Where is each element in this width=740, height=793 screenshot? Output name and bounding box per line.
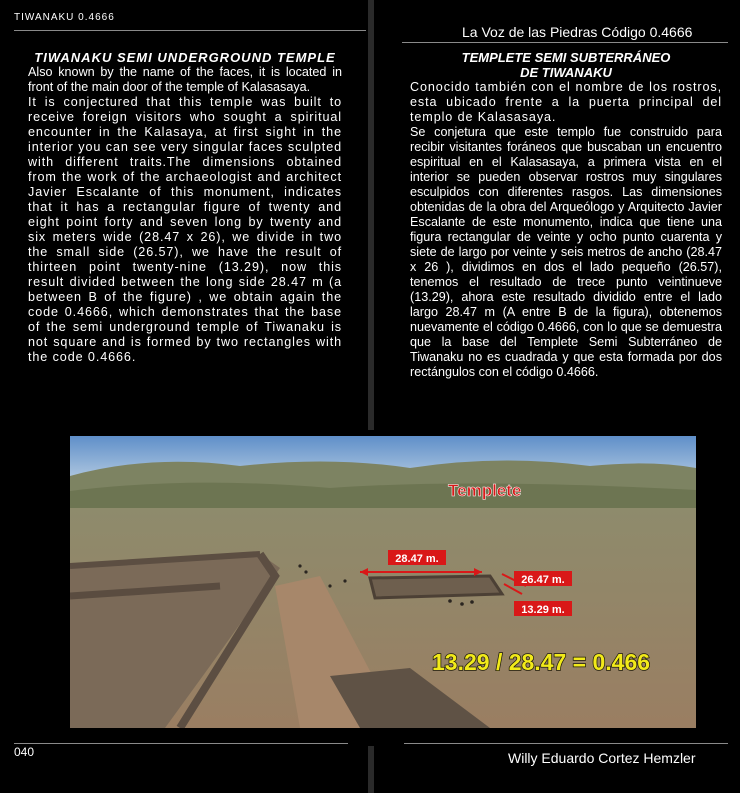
spanish-title-line1: TEMPLETE SEMI SUBTERRÁNEO xyxy=(461,50,671,65)
english-body-paragraph: It is conjectured that this temple was built to receive foreign visitors who sought a spiritual encounter in the Kalasaya, at first sight in the interior you can see very singular faces sculpted with different traits.The dimensions obtained from the work of the archaeologist and architect Javier Escalante of this monument, indicates that it has a rectangular figure of twenty and eight point forty and seven long by twenty and six meters wide (28.47 x 26), we divide in two the small side (26.57), we have the result of thirteen point twenty-nine (13.29), now this result divided between the long side 28.47 m (a between B of the figure) , we obtain again the code 0.4666, which demonstrates that the base of the semi underground temple of Tiwanaku is not square and is formed by two rectangles with the code 0.4666. xyxy=(28,95,342,364)
templete-label xyxy=(448,481,521,500)
english-intro-paragraph: Also known by the name of the faces, it is located in front of the main door of the temple of Kalasasaya. xyxy=(28,65,342,94)
templete-label-text: Templete xyxy=(448,481,522,500)
running-header-right: La Voz de las Piedras Código 0.4666 xyxy=(462,24,693,40)
temple-aerial-photo xyxy=(70,436,696,728)
templete-pit xyxy=(370,576,502,598)
english-column xyxy=(28,50,342,365)
footer-rule-right xyxy=(404,743,728,744)
header-rule-right xyxy=(402,42,728,43)
ratio-equation: 13.29 / 28.47 = 0.466 xyxy=(432,649,651,675)
half-side-label: 13.29 m. xyxy=(521,604,565,616)
page-gutter-top xyxy=(368,0,374,430)
page-gutter-bottom xyxy=(368,746,374,793)
long-side-label: 28.47 m. xyxy=(395,553,439,565)
running-header-left: TIWANAKU 0.4666 xyxy=(14,12,115,23)
spanish-title xyxy=(410,50,722,80)
spanish-column xyxy=(410,50,722,380)
temple-photo-illustration xyxy=(70,436,696,728)
english-title: TIWANAKU SEMI UNDERGROUND TEMPLE xyxy=(34,50,336,65)
page-number: 040 xyxy=(14,745,35,759)
spanish-title-line2: DE TIWANAKU xyxy=(520,65,612,80)
author-name: Willy Eduardo Cortez Hemzler xyxy=(508,750,696,766)
header-rule-left xyxy=(14,30,366,31)
spanish-intro-paragraph: Conocido también con el nombre de los rostros, esta ubicado frente a la puerta principal del templo de Kalasasaya. xyxy=(410,80,722,124)
short-side-label: 26.47 m. xyxy=(521,574,565,586)
footer-rule-left xyxy=(14,743,348,744)
spanish-body-paragraph: Se conjetura que este templo fue construido para recibir visitantes foráneos que buscaban un encuentro espiritual en el Kalasasaya, a primera vista en el interior se pueden observar rostros muy singulares esculpidos con diferentes rasgos. Las dimensiones obtenidas de la obra del Arqueólogo y Arquitecto Javier Escalante de este monumento, indica que tiene una figura rectangular de veinte y ocho punto cuarenta y siete de largo por veinte y seis metros de ancho (28.47 x 26 ), dividimos en dos el lado pequeño (26.57), tenemos el resultado de trece punto veintinueve (13.29), ahora este resultado dividido entre el lado largo 28.47 m (A entre B de la figura), obtenemos nuevamente el código 0.4666, con lo que se demuestra que la base del Templete Semi Subterráneo de Tiwanaku no es cuadrada y que esta formada por dos rectángulos con el código 0.4666. xyxy=(410,125,722,379)
